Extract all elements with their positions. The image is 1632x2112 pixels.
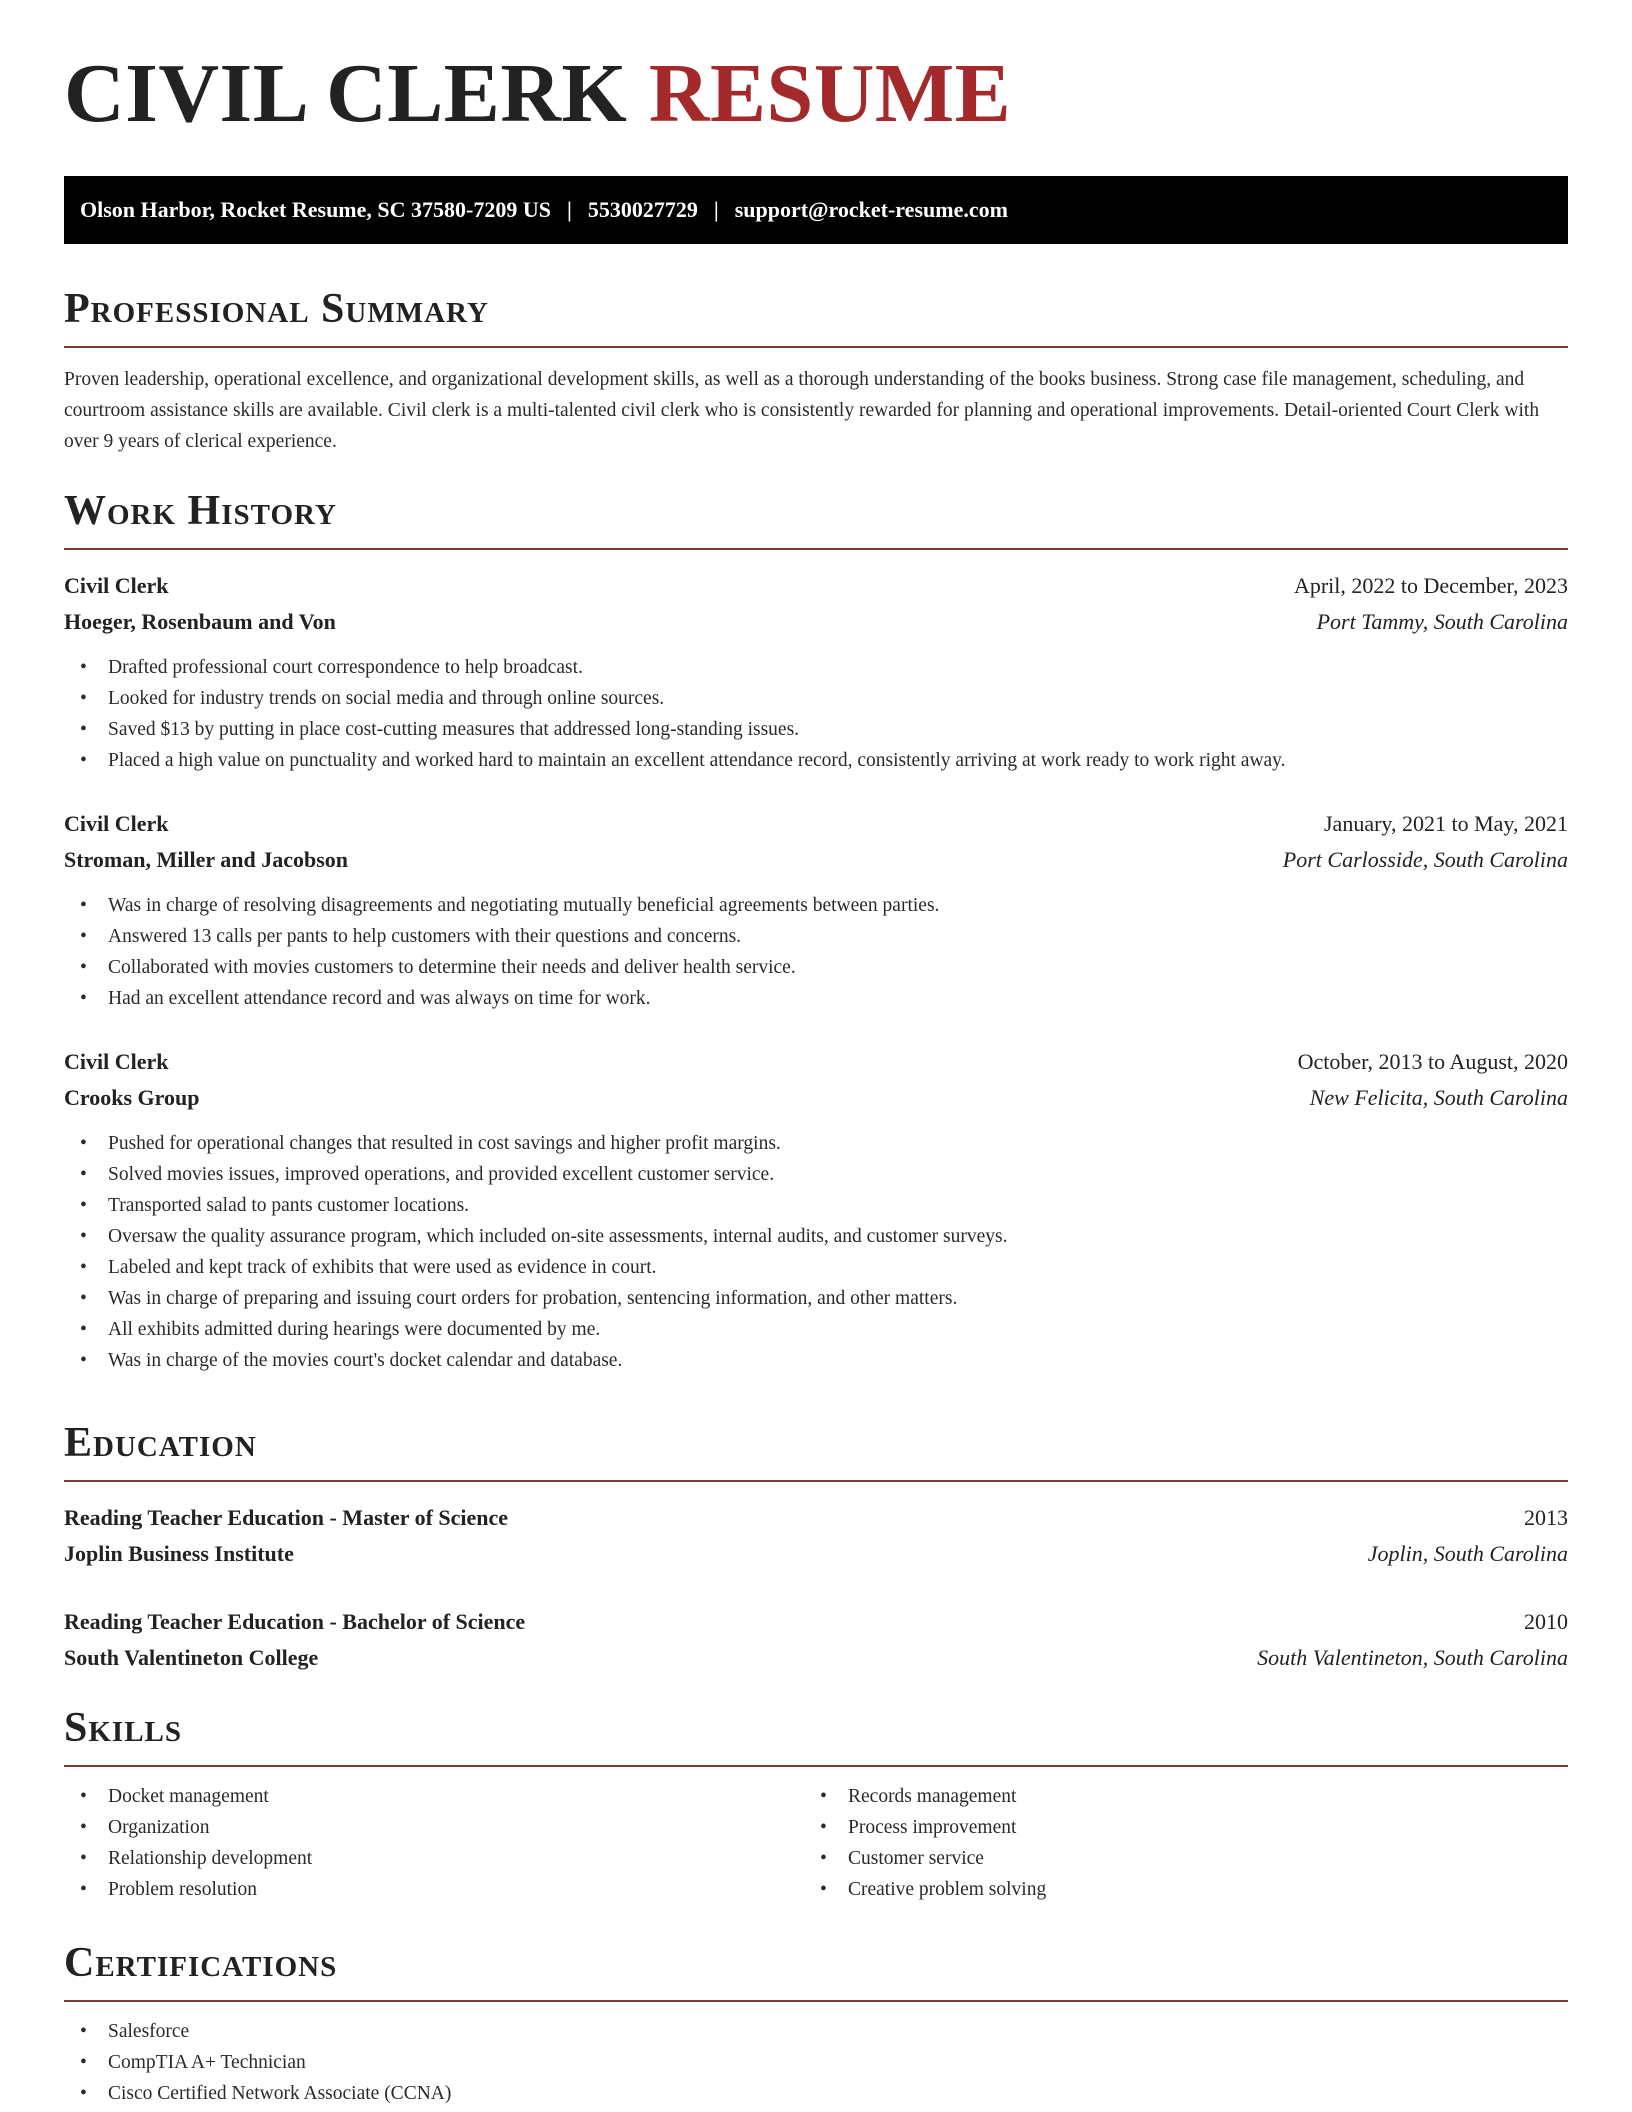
title-role: CIVIL CLERK — [64, 47, 628, 140]
job-company-row — [64, 1080, 1568, 1116]
job-entry — [64, 568, 1568, 776]
list-item: • Saved $13 by putting in place cost-cutting measures that addressed long-standing issues. — [64, 714, 1568, 745]
education-school: Joplin Business Institute — [64, 1541, 294, 1566]
education-heading: Education — [64, 1422, 1568, 1482]
list-item: • Pushed for operational changes that resulted in cost savings and higher profit margins. — [64, 1128, 1568, 1159]
list-item: • Records management — [804, 1781, 1544, 1812]
list-item: • Salesforce — [64, 2016, 1568, 2047]
list-item: • Oversaw the quality assurance program, which included on-site assessments, internal audits, and customer surveys. — [64, 1221, 1568, 1252]
list-item: • Looked for industry trends on social media and through online sources. — [64, 683, 1568, 714]
job-dates: April, 2022 to December, 2023 — [1293, 573, 1568, 598]
skills-right-list — [804, 1781, 1544, 1905]
education-year: 2013 — [1524, 1505, 1568, 1530]
job-dates: October, 2013 to August, 2020 — [1297, 1049, 1568, 1074]
job-company: Stroman, Miller and Jacobson — [64, 847, 348, 872]
education-degree-row — [64, 1500, 1568, 1536]
list-item: • Transported salad to pants customer locations. — [64, 1190, 1568, 1221]
job-header-row — [64, 568, 1568, 604]
job-bullets — [64, 1128, 1568, 1376]
skills-section — [64, 1707, 1568, 1905]
list-item: • Relationship development — [64, 1843, 804, 1874]
education-school: South Valentineton College — [64, 1645, 319, 1670]
list-item: • Process improvement — [804, 1812, 1544, 1843]
summary-heading: Professional Summary — [64, 288, 1568, 348]
job-company: Crooks Group — [64, 1085, 200, 1110]
list-item: • Was in charge of preparing and issuing court orders for probation, sentencing information, and other matters. — [64, 1283, 1568, 1314]
job-location: New Felicita, South Carolina — [1309, 1085, 1568, 1110]
education-degree: Reading Teacher Education - Master of Science — [64, 1505, 509, 1530]
job-entry — [64, 1044, 1568, 1376]
contact-separator: | — [566, 197, 572, 222]
job-bullets — [64, 652, 1568, 776]
summary-text: Proven leadership, operational excellence, and organizational development skills, as well as a thorough understanding of the books business. Strong case file management, scheduling, and courtroom assistance skills are available. Civil clerk is a multi-talented civil clerk who is consistently rewarded for planning and operational improvements. Detail-oriented Court Clerk with over 9 years of clerical experience. — [64, 369, 1540, 452]
list-item: • Labeled and kept track of exhibits that were used as evidence in court. — [64, 1252, 1568, 1283]
resume-title — [64, 47, 1012, 140]
skills-columns — [64, 1781, 1568, 1905]
education-school-row — [64, 1536, 1568, 1572]
list-item: • Drafted professional court correspondence to help broadcast. — [64, 652, 1568, 683]
certifications-list — [64, 2016, 1568, 2109]
education-location: Joplin, South Carolina — [1367, 1541, 1568, 1566]
list-item: • Docket management — [64, 1781, 804, 1812]
job-header-row — [64, 1044, 1568, 1080]
list-item: • Answered 13 calls per pants to help customers with their questions and concerns. — [64, 921, 1568, 952]
skills-heading: Skills — [64, 1707, 1568, 1767]
education-section — [64, 1422, 1568, 1676]
job-title: Civil Clerk — [64, 811, 169, 836]
contact-phone[interactable]: 5530027729 — [587, 197, 698, 222]
education-entry — [64, 1604, 1568, 1676]
skills-left-list — [64, 1781, 804, 1905]
certifications-heading: Certifications — [64, 1942, 1568, 2002]
list-item: • Creative problem solving — [804, 1874, 1544, 1905]
education-year: 2010 — [1524, 1609, 1568, 1634]
job-company: Hoeger, Rosenbaum and Von — [64, 609, 336, 634]
list-item: • Organization — [64, 1812, 804, 1843]
job-header-row — [64, 806, 1568, 842]
job-company-row — [64, 842, 1568, 878]
education-degree-row — [64, 1604, 1568, 1640]
list-item: • All exhibits admitted during hearings were documented by me. — [64, 1314, 1568, 1345]
education-location: South Valentineton, South Carolina — [1257, 1645, 1568, 1670]
education-degree: Reading Teacher Education - Bachelor of Science — [64, 1609, 526, 1634]
certifications-section — [64, 1942, 1568, 2109]
contact-separator: | — [713, 197, 719, 222]
work-history-section — [64, 490, 1568, 1376]
job-entry — [64, 806, 1568, 1014]
list-item: • Was in charge of resolving disagreements and negotiating mutually beneficial agreements between parties. — [64, 890, 1568, 921]
contact-bar — [64, 176, 1568, 244]
job-title: Civil Clerk — [64, 573, 169, 598]
list-item: • Collaborated with movies customers to determine their needs and deliver health service. — [64, 952, 1568, 983]
job-bullets — [64, 890, 1568, 1014]
list-item: • Problem resolution — [64, 1874, 804, 1905]
list-item: • Customer service — [804, 1843, 1544, 1874]
summary-section — [64, 288, 1568, 457]
job-dates: January, 2021 to May, 2021 — [1324, 811, 1568, 836]
job-title: Civil Clerk — [64, 1049, 169, 1074]
job-location: Port Carlosside, South Carolina — [1282, 847, 1568, 872]
title-resume-word: RESUME — [648, 47, 1012, 140]
list-item: • CompTIA A+ Technician — [64, 2047, 1568, 2078]
education-entry — [64, 1500, 1568, 1572]
list-item: • Solved movies issues, improved operations, and provided excellent customer service. — [64, 1159, 1568, 1190]
work-history-heading: Work History — [64, 490, 1568, 550]
job-company-row — [64, 604, 1568, 640]
contact-address: Olson Harbor, Rocket Resume, SC 37580-7209 US — [80, 197, 551, 222]
job-location: Port Tammy, South Carolina — [1316, 609, 1568, 634]
list-item: • Was in charge of the movies court's docket calendar and database. — [64, 1345, 1568, 1376]
list-item: • Had an excellent attendance record and was always on time for work. — [64, 983, 1568, 1014]
list-item: • Cisco Certified Network Associate (CCNA) — [64, 2078, 1568, 2109]
list-item: • Placed a high value on punctuality and worked hard to maintain an excellent attendance record, consistently arriving at work ready to work right away. — [64, 745, 1568, 776]
education-school-row — [64, 1640, 1568, 1676]
contact-email[interactable]: support@rocket-resume.com — [734, 197, 1008, 222]
